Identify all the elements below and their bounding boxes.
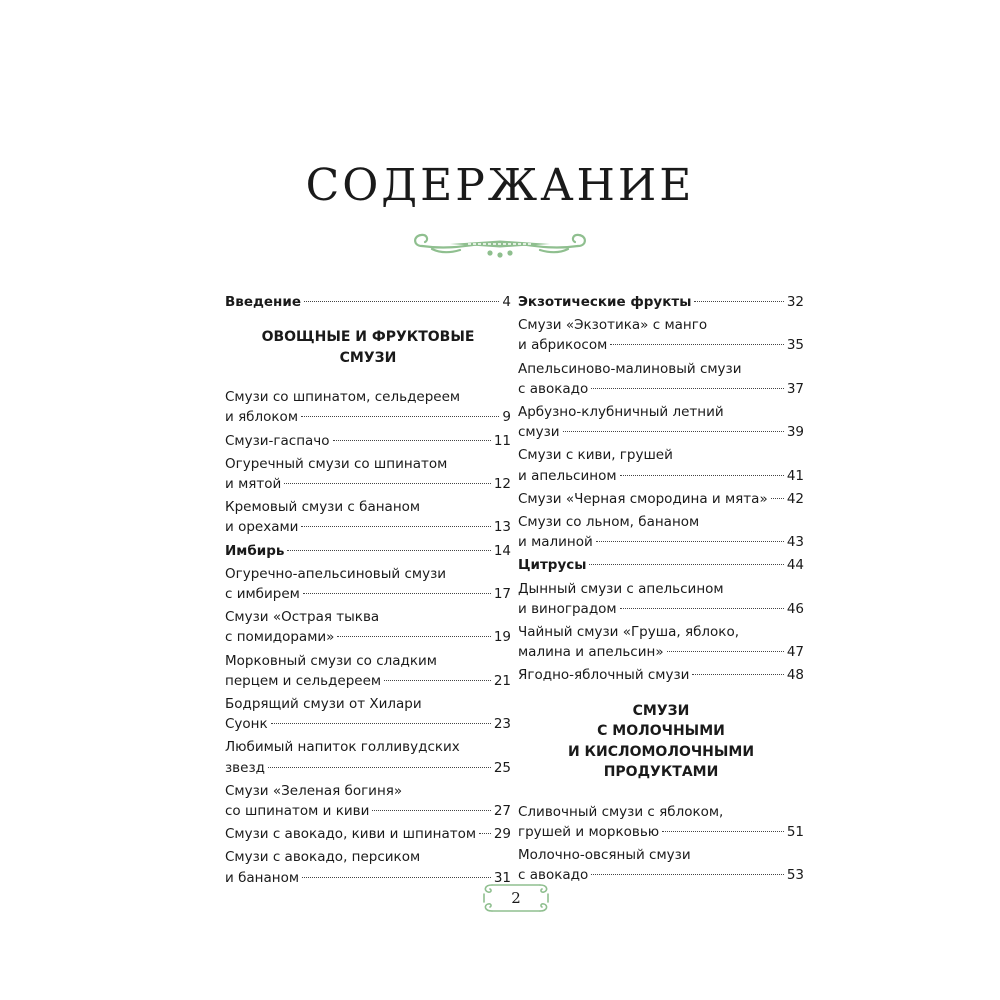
toc-entry[interactable] (225, 781, 511, 821)
dot-leader (384, 680, 491, 681)
toc-entry[interactable] (225, 737, 511, 777)
entry-title: со шпинатом и киви (225, 803, 370, 820)
section-heading: СМУЗИ С МОЛОЧНЫМИ И КИСЛОМОЛОЧНЫМИ ПРОДУКТАМИ (567, 702, 755, 781)
toc-chapter-entry[interactable] (225, 541, 511, 561)
dot-leader (268, 767, 491, 768)
entry-page-number: 17 (493, 586, 511, 603)
dot-leader (694, 301, 783, 302)
toc-entry[interactable] (518, 489, 804, 509)
entry-page-number: 12 (493, 476, 511, 493)
entry-title: с помидорами» (225, 629, 335, 646)
toc-entry[interactable] (518, 579, 804, 619)
entry-title: смузи (518, 424, 560, 441)
toc-entry[interactable] (518, 359, 804, 399)
dot-leader (337, 636, 490, 637)
dot-leader (302, 877, 491, 878)
entry-title: Смузи с авокадо, киви и шпинатом (225, 826, 477, 843)
dot-leader (692, 674, 783, 675)
entry-page-number: 32 (786, 294, 804, 310)
entry-title: Цитрусы (518, 557, 587, 574)
entry-title: Экзотические фрукты (518, 294, 692, 310)
entry-title: малина и апельсин» (518, 644, 664, 661)
entry-title: и мятой (225, 476, 282, 493)
page-number-frame (478, 882, 554, 914)
toc-entry[interactable] (518, 802, 804, 842)
toc-entry[interactable] (225, 651, 511, 691)
toc-entry[interactable] (225, 824, 511, 844)
entry-title: Смузи с авокадо, персиком (225, 849, 421, 866)
entry-page-number: 41 (786, 467, 804, 484)
entry-page-number: 25 (493, 759, 511, 776)
entry-title: и яблоком (225, 409, 298, 426)
toc-entry[interactable] (518, 402, 804, 442)
entry-title: Смузи «Черная смородина и мята» (518, 490, 768, 507)
entry-page-number: 11 (493, 432, 511, 449)
entry-title: Кремовый смузи с бананом (225, 499, 421, 516)
dot-leader (563, 431, 784, 432)
entry-title: Огуречно-апельсиновый смузи (225, 565, 447, 582)
entry-title: и абрикосом (518, 337, 608, 354)
entry-page-number: 29 (493, 826, 511, 843)
dot-leader (591, 874, 784, 875)
entry-title: Апельсиново-малиновый смузи (518, 360, 742, 377)
dot-leader (333, 440, 491, 441)
entry-page-number: 35 (786, 337, 804, 354)
entry-title: Смузи со льном, бананом (518, 514, 700, 531)
entry-title: Арбузно-клубничный летний (518, 404, 724, 421)
entry-title: Суонк (225, 716, 268, 733)
entry-page-number: 27 (493, 803, 511, 820)
dot-leader (771, 498, 784, 499)
dot-leader (304, 301, 499, 302)
toc-entry[interactable] (518, 512, 804, 552)
entry-page-number: 42 (786, 490, 804, 507)
flourish-ornament-icon (410, 226, 590, 262)
entry-title: Смузи со шпинатом, сельдереем (225, 389, 461, 406)
dot-leader (620, 475, 784, 476)
entry-title: с авокадо (518, 380, 589, 397)
dot-leader (610, 344, 784, 345)
toc-entry[interactable] (225, 497, 511, 537)
dot-leader (662, 831, 784, 832)
entry-title: и орехами (225, 519, 299, 536)
entry-title: Бодрящий смузи от Хилари (225, 696, 422, 713)
entry-page-number: 13 (493, 519, 511, 536)
toc-entry[interactable] (518, 315, 804, 355)
entry-title: с имбирем (225, 586, 300, 603)
toc-entry[interactable] (225, 454, 511, 494)
dot-leader (303, 593, 491, 594)
entry-page-number: 51 (786, 823, 804, 840)
toc-entry[interactable] (518, 845, 804, 885)
entry-page-number: 14 (493, 542, 511, 559)
toc-entry[interactable] (518, 445, 804, 485)
section-heading: ОВОЩНЫЕ И ФРУКТОВЫЕ СМУЗИ (261, 329, 475, 366)
entry-title: Чайный смузи «Груша, яблоко, (518, 624, 739, 641)
dot-leader (301, 416, 499, 417)
entry-page-number: 46 (786, 600, 804, 617)
entry-page-number: 31 (493, 869, 511, 886)
dot-leader (591, 388, 784, 389)
dot-leader (284, 483, 491, 484)
entry-title: Смузи «Зеленая богиня» (225, 782, 403, 799)
entry-title: и бананом (225, 869, 300, 886)
toc-chapter-entry[interactable] (518, 292, 804, 312)
entry-title: Ягодно-яблочный смузи (518, 667, 690, 684)
page-number: 2 (511, 889, 521, 907)
dot-leader (372, 810, 490, 811)
entry-page-number: 21 (493, 672, 511, 689)
dot-leader (667, 651, 784, 652)
entry-page-number: 44 (786, 557, 804, 574)
entry-title: Любимый напиток голливудских (225, 739, 460, 756)
entry-title: перцем и сельдереем (225, 672, 382, 689)
entry-page-number: 23 (493, 716, 511, 733)
entry-title: Молочно-овсяный смузи (518, 847, 691, 864)
entry-title: Сливочный смузи с яблоком, (518, 803, 724, 820)
dot-leader (479, 833, 491, 834)
toc-entry[interactable] (518, 665, 804, 685)
toc-entry[interactable] (225, 694, 511, 734)
entry-title: Морковный смузи со сладким (225, 652, 437, 669)
toc-entry[interactable] (225, 431, 511, 451)
entry-title: Имбирь (225, 542, 285, 559)
entry-page-number: 9 (502, 409, 511, 426)
entry-title: и малиной (518, 534, 593, 551)
entry-title: Смузи «Экзотика» с манго (518, 317, 708, 334)
entry-page-number: 39 (786, 424, 804, 441)
entry-page-number: 53 (786, 867, 804, 884)
toc-entry[interactable] (225, 564, 511, 604)
toc-entry[interactable] (225, 607, 511, 647)
entry-page-number: 43 (786, 534, 804, 551)
page-title: СОДЕРЖАНИЕ (305, 160, 695, 211)
dot-leader (301, 526, 490, 527)
entry-title: звезд (225, 759, 265, 776)
dot-leader (596, 541, 784, 542)
entry-title: и виноградом (518, 600, 617, 617)
entry-title: Смузи-гаспачо (225, 432, 330, 449)
entry-title: Огуречный смузи со шпинатом (225, 455, 448, 472)
toc-chapter-entry[interactable] (518, 555, 804, 575)
dot-leader (287, 550, 490, 551)
dot-leader (271, 723, 491, 724)
dot-leader (620, 608, 784, 609)
entry-page-number: 47 (786, 644, 804, 661)
entry-title: Смузи с киви, грушей (518, 447, 673, 464)
entry-page-number: 19 (493, 629, 511, 646)
toc-entry[interactable] (225, 847, 511, 887)
entry-title: Введение (225, 294, 301, 310)
entry-title: грушей и морковью (518, 823, 660, 840)
entry-title: Дынный смузи с апельсином (518, 580, 724, 597)
entry-page-number: 48 (786, 667, 804, 684)
toc-right-column (518, 292, 804, 888)
toc-entry[interactable] (225, 387, 511, 427)
toc-left-column (225, 292, 511, 891)
dot-leader (589, 564, 783, 565)
entry-title: Смузи «Острая тыква (225, 609, 380, 626)
toc-entry[interactable] (518, 622, 804, 662)
entry-title: и апельсином (518, 467, 617, 484)
entry-page-number: 37 (786, 380, 804, 397)
entry-title: с авокадо (518, 867, 589, 884)
entry-page-number: 4 (502, 294, 511, 310)
toc-chapter-entry[interactable] (225, 292, 511, 312)
